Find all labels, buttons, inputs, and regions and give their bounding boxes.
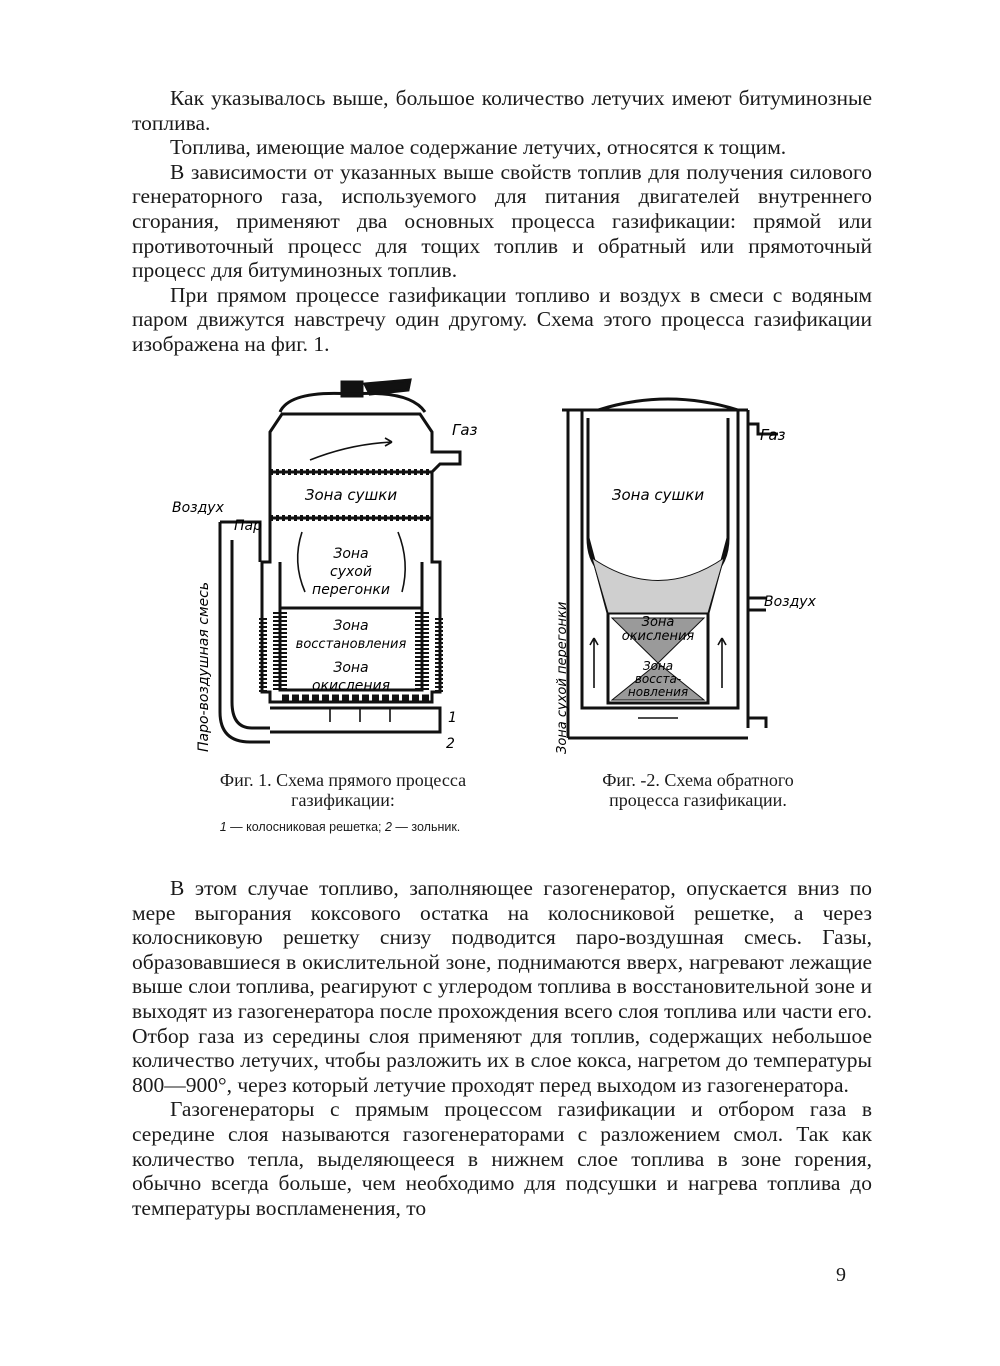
fig1-reduction-label-1: Зона xyxy=(333,618,369,634)
fig1-distillation-label-1: Зона xyxy=(333,546,369,562)
page-number: 9 xyxy=(836,1264,846,1286)
fig1-distillation-label-3: перегонки xyxy=(312,582,390,598)
fig2-dry-distillation-label: Зона сухой перегонки xyxy=(555,601,570,754)
legend-marker-1: 1 xyxy=(219,820,227,834)
fig1-steam-label: Пар xyxy=(234,518,262,534)
fig1-oxidation-label-2: окисления xyxy=(311,678,391,694)
text-top xyxy=(132,86,872,357)
fig1-gas-label: Газ xyxy=(452,421,478,439)
figure-1-caption-line: Фиг. 1. Схема прямого процесса xyxy=(219,770,467,790)
figure-2-diagram xyxy=(548,388,828,768)
figure-1-diagram xyxy=(170,372,490,792)
paragraph: Как указывалось выше, большое количество летучих имеют битуминозные топлива. xyxy=(132,86,872,135)
fig1-marker-2: 2 xyxy=(446,736,455,752)
fig1-drying-zone-label: Зона сушки xyxy=(304,486,398,504)
fig2-reduction-label-3: новления xyxy=(627,685,689,699)
fig2-reduction-label-1: Зона xyxy=(642,659,674,673)
fig2-reduction-label-2: восста- xyxy=(634,672,682,686)
legend-text-2: — зольник. xyxy=(391,820,461,834)
paragraph: Газогенераторы с прямым процессом газификации и отбором газа в середине слоя называются газогенераторами с разложением смол. Так как количество тепла, выделяющееся в нижнем слое топлива в зоне горения, обычно всегда больше, чем необходимо для подсушки и нагрева топлива до температуры воспламенения, то xyxy=(132,1097,872,1220)
figure-2-caption-line: процесса газификации. xyxy=(609,790,787,810)
paragraph: Топлива, имеющие малое содержание летучих, относятся к тощим. xyxy=(170,135,787,160)
figure-1-legend xyxy=(180,820,500,834)
paragraph: В зависимости от указанных выше свойств топлив для получения силового генераторного газа, используемого для питания двигателей внутреннего сгорания, применяют два основных процесса газификации: прямой или противоточный процесс для тощих топлив и обратный или прямоточный процесс для битуминозных топлив. xyxy=(132,159,872,283)
fig1-air-label: Воздух xyxy=(172,500,224,516)
fig1-distillation-label-2: сухой xyxy=(330,564,372,580)
text-bottom xyxy=(132,876,872,1220)
figure-2-caption-line: Фиг. -2. Схема обратного xyxy=(602,770,794,790)
fig2-oxidation-label-2: окисления xyxy=(621,629,695,644)
fig2-air-label: Воздух xyxy=(764,594,816,610)
figure-2-caption xyxy=(548,770,848,810)
figure-1-caption xyxy=(178,770,508,810)
fig2-oxidation-label-1: Зона xyxy=(641,615,675,630)
paragraph: В этом случае топливо, заполняющее газогенератор, опускается вниз по мере выгорания коксового остатка на колосниковой решетке, а через колосниковую решетку снизу подводится паро-воздушная смесь. Газы, образовавшиеся в окислительной зоне, поднимаются вверх, нагревают лежащие выше слои топлива, реагируют с углеродом топлива в восстановительной зоне и выходят из газогенератора после прохождения всего слоя топлива или части его. Отбор газа из середины слоя применяют для топлив, содержащих небольшое количество летучих, чтобы разложить их в слое кокса, нагретом до температуры 800—900°, через который летучие проходят перед выходом из газогенератора. xyxy=(132,876,872,1097)
paragraph: При прямом процессе газификации топливо и воздух в смеси с водяным паром движутся навстречу один другому. Схема этого процесса газификации изображена на фиг. 1. xyxy=(132,282,872,356)
fig1-marker-1: 1 xyxy=(448,710,457,726)
fig1-oxidation-label-1: Зона xyxy=(333,660,369,676)
legend-text-1: — колосниковая решетка; xyxy=(226,820,385,834)
fig1-reduction-label-2: восстановления xyxy=(295,637,407,652)
fig2-gas-label: Газ xyxy=(760,426,786,444)
fig1-steam-air-mix-label: Паро-воздушная смесь xyxy=(196,581,212,752)
legend-marker-2: 2 xyxy=(384,820,392,834)
fig2-drying-zone-label: Зона сушки xyxy=(611,486,705,504)
figure-1-caption-line: газификации: xyxy=(291,790,395,810)
